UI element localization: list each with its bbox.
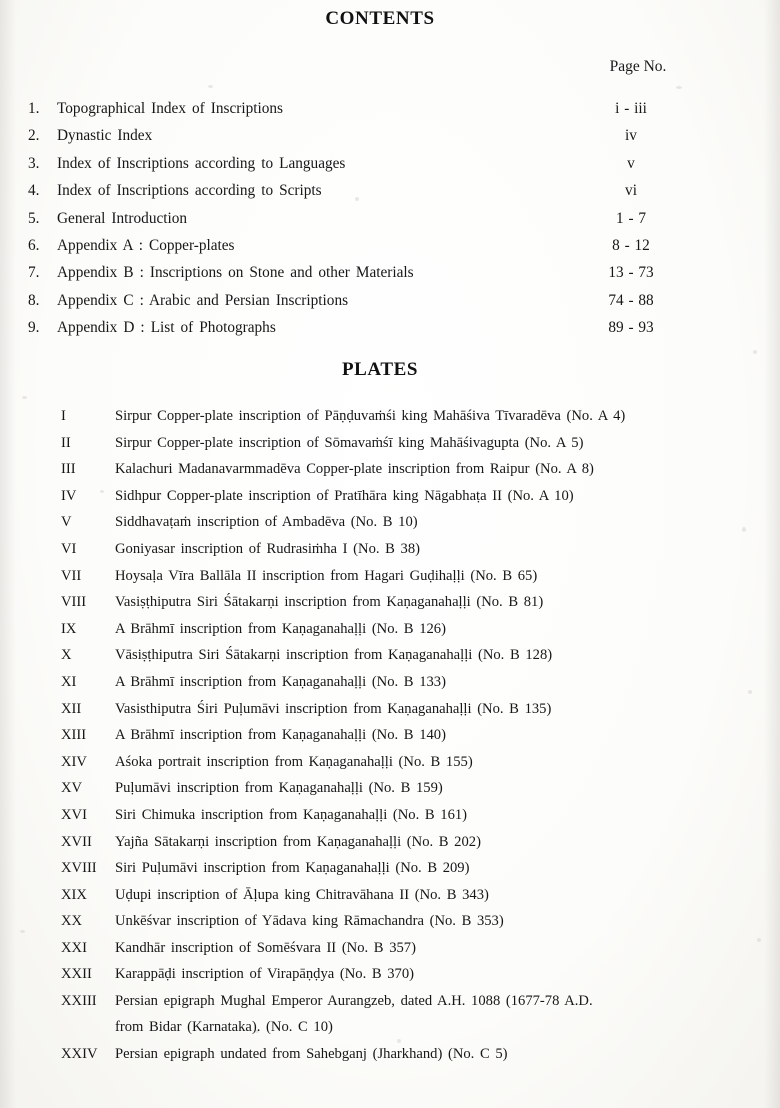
plate-description-wrap xyxy=(115,514,755,531)
contents-list xyxy=(0,100,760,347)
contents-item-page: 13 - 73 xyxy=(608,264,654,282)
plate-description-wrap xyxy=(115,1046,755,1063)
plate-description: Hoysaḷa Vīra Ballāla II inscription from Hagari Guḍihaḷḷi (No. B 65) xyxy=(115,567,538,584)
contents-item-number: 2. xyxy=(28,127,40,145)
plate-description-wrap xyxy=(115,834,755,851)
contents-row[interactable] xyxy=(0,292,760,319)
contents-item-page: 89 - 93 xyxy=(608,319,654,337)
contents-row[interactable] xyxy=(0,155,760,182)
plate-description-wrap xyxy=(115,674,755,691)
plate-description-wrap xyxy=(115,966,755,983)
contents-item-number: 9. xyxy=(28,319,40,337)
plate-row[interactable] xyxy=(0,461,780,488)
plate-description-wrap xyxy=(115,913,755,930)
plate-row[interactable] xyxy=(0,834,780,861)
plate-description: Siri Puḷumāvi inscription from Kaṇaganahaḷḷi (No. B 209) xyxy=(115,860,470,877)
plate-row[interactable] xyxy=(0,435,780,462)
plate-description-wrap xyxy=(115,993,755,1036)
contents-heading: CONTENTS xyxy=(325,8,435,29)
plate-number: XVI xyxy=(61,806,87,823)
plate-row[interactable] xyxy=(0,568,780,595)
plate-number: VII xyxy=(61,567,82,584)
plate-number: IX xyxy=(61,620,77,637)
plate-number: XIV xyxy=(61,753,87,770)
plate-description-wrap xyxy=(115,488,755,505)
contents-item-page: v xyxy=(627,154,635,172)
plate-description: Puḷumāvi inscription from Kaṇaganahaḷḷi (No. B 159) xyxy=(115,780,443,797)
plate-description: Sidhpur Copper-plate inscription of Pratīhāra king Nāgabhaṭa II (No. A 10) xyxy=(115,487,574,504)
contents-item-page: i - iii xyxy=(615,100,647,117)
contents-item-number: 1. xyxy=(28,100,40,117)
contents-row[interactable] xyxy=(0,100,760,127)
scan-speck xyxy=(22,396,27,399)
plate-row[interactable] xyxy=(0,514,780,541)
plate-row[interactable] xyxy=(0,701,780,728)
contents-item-label: Appendix A : Copper-plates xyxy=(57,236,235,254)
plate-description-wrap xyxy=(115,647,755,664)
plate-description-wrap xyxy=(115,940,755,957)
plate-description: Vasiṣṭhiputra Siri Śātakarṇi inscription from Kaṇaganahaḷḷi (No. B 81) xyxy=(115,594,544,611)
plate-row[interactable] xyxy=(0,408,780,435)
plate-description-wrap xyxy=(115,780,755,797)
contents-item-label: Appendix D : List of Photographs xyxy=(57,319,276,337)
plate-number: XI xyxy=(61,673,77,690)
plate-description: Sirpur Copper-plate inscription of Pāṇḍuvaṁśi king Mahāśiva Tīvaradēva (No. A 4) xyxy=(115,408,626,424)
plate-description: A Brāhmī inscription from Kaṇaganahaḷḷi (No. B 140) xyxy=(115,727,446,744)
contents-item-label: General Introduction xyxy=(57,209,188,227)
plate-description: Persian epigraph undated from Sahebganj (Jharkhand) (No. C 5) xyxy=(115,1046,508,1063)
plate-row[interactable] xyxy=(0,674,780,701)
plate-description-wrap xyxy=(115,461,755,478)
plate-row[interactable] xyxy=(0,807,780,834)
plate-description: Kalachuri Madanavarmmadēva Copper-plate inscription from Raipur (No. A 8) xyxy=(115,461,594,478)
plate-number: XXI xyxy=(61,939,87,956)
contents-row[interactable] xyxy=(0,319,760,346)
plate-description-wrap xyxy=(115,408,755,425)
plate-description-wrap xyxy=(115,435,755,452)
plate-description: Siri Chimuka inscription from Kaṇaganahaḷḷi (No. B 161) xyxy=(115,806,468,823)
contents-item-label: Topographical Index of Inscriptions xyxy=(57,100,283,117)
plate-description: Karappāḍi inscription of Virapāṇḍya (No. B 370) xyxy=(115,966,415,983)
scan-speck xyxy=(676,86,682,89)
plate-row[interactable] xyxy=(0,887,780,914)
plate-description-wrap xyxy=(115,887,755,904)
plate-number: XVIII xyxy=(61,860,97,877)
plate-description-wrap xyxy=(115,594,755,611)
page-number-column-header: Page No. xyxy=(609,58,667,75)
plate-row[interactable] xyxy=(0,541,780,568)
plate-description-wrap xyxy=(115,621,755,638)
contents-item-number: 6. xyxy=(28,236,40,254)
plate-number: II xyxy=(61,434,71,451)
plate-row[interactable] xyxy=(0,727,780,754)
plate-number: X xyxy=(61,647,72,664)
plate-description-wrap xyxy=(115,727,755,744)
scan-speck xyxy=(753,350,757,354)
plate-number: VI xyxy=(61,540,77,557)
plate-description: Persian epigraph Mughal Emperor Aurangzeb, dated A.H. 1088 (1677-78 A.D. xyxy=(115,993,593,1010)
plate-number: XX xyxy=(61,913,83,930)
plate-description-wrap xyxy=(115,860,755,877)
plate-number: XV xyxy=(61,780,83,797)
contents-item-page: vi xyxy=(625,182,637,200)
plate-description: Yajña Sātakarṇi inscription from Kaṇaganahaḷḷi (No. B 202) xyxy=(115,833,481,850)
plate-description-wrap xyxy=(115,541,755,558)
plate-row[interactable] xyxy=(0,594,780,621)
contents-item-number: 3. xyxy=(28,154,40,172)
plate-description: Aśoka portrait inscription from Kaṇaganahaḷḷi (No. B 155) xyxy=(115,753,473,770)
plate-description-wrap xyxy=(115,568,755,585)
plate-description: Goniyasar inscription of Rudrasiṁha I (No. B 38) xyxy=(115,540,421,557)
plate-row[interactable] xyxy=(0,488,780,515)
plate-description: A Brāhmī inscription from Kaṇaganahaḷḷi (No. B 126) xyxy=(115,620,446,637)
contents-row[interactable] xyxy=(0,127,760,154)
plate-number: XII xyxy=(61,700,82,717)
contents-item-label: Index of Inscriptions according to Languages xyxy=(57,154,346,172)
plate-row[interactable] xyxy=(0,647,780,674)
plate-row[interactable] xyxy=(0,780,780,807)
contents-item-page: 1 - 7 xyxy=(615,209,647,227)
contents-item-number: 8. xyxy=(28,291,40,309)
contents-item-page: 74 - 88 xyxy=(608,291,654,309)
plate-row[interactable] xyxy=(0,754,780,781)
plate-number: XVII xyxy=(61,833,92,850)
plate-row[interactable] xyxy=(0,860,780,887)
plates-list xyxy=(0,408,780,1073)
plate-description: Uḍupi inscription of Āḷupa king Chitravāhana II (No. B 343) xyxy=(115,886,489,903)
plate-row[interactable] xyxy=(0,940,780,967)
plate-description-wrap xyxy=(115,807,755,824)
plate-number: IV xyxy=(61,487,77,504)
plate-number: VIII xyxy=(61,594,87,611)
plate-description: Vasisthiputra Śiri Puḷumāvi inscription from Kaṇaganahaḷḷi (No. B 135) xyxy=(115,700,552,717)
plate-description: A Brāhmī inscription from Kaṇaganahaḷḷi (No. B 133) xyxy=(115,673,446,690)
contents-row[interactable] xyxy=(0,210,760,237)
plate-description-wrap xyxy=(115,754,755,771)
contents-item-label: Dynastic Index xyxy=(57,127,153,145)
contents-item-number: 7. xyxy=(28,264,40,282)
plate-number: XIII xyxy=(61,727,87,744)
plate-number: I xyxy=(61,408,66,424)
plate-description: Sirpur Copper-plate inscription of Sōmavaṁśī king Mahāśivagupta (No. A 5) xyxy=(115,434,584,451)
plate-number: XXIV xyxy=(61,1046,98,1063)
plate-description: Vāsiṣṭhiputra Siri Śātakarṇi inscription from Kaṇaganahaḷḷi (No. B 128) xyxy=(115,647,553,664)
plates-heading: PLATES xyxy=(341,359,419,380)
plate-row[interactable] xyxy=(0,621,780,648)
contents-row[interactable] xyxy=(0,264,760,291)
plate-number: XIX xyxy=(61,886,87,903)
plate-description-wrap xyxy=(115,701,755,718)
contents-item-label: Appendix C : Arabic and Persian Inscriptions xyxy=(57,291,349,309)
contents-item-page: iv xyxy=(625,127,637,145)
scan-speck xyxy=(208,85,213,88)
plate-number: XXII xyxy=(61,966,92,983)
plate-description: Unkēśvar inscription of Yādava king Rāmachandra (No. B 353) xyxy=(115,913,504,930)
plate-number: V xyxy=(61,514,72,531)
plate-description-continuation: from Bidar (Karnataka). (No. C 10) xyxy=(115,1018,333,1035)
plate-number: III xyxy=(61,461,76,478)
contents-row[interactable] xyxy=(0,182,760,209)
plate-row[interactable] xyxy=(0,913,780,940)
contents-item-page: 8 - 12 xyxy=(612,236,650,254)
plate-row[interactable] xyxy=(0,993,780,1046)
contents-item-label: Appendix B : Inscriptions on Stone and other Materials xyxy=(57,264,414,282)
plate-row[interactable] xyxy=(0,1046,780,1073)
contents-row[interactable] xyxy=(0,237,760,264)
plate-description: Kandhār inscription of Somēśvara II (No. B 357) xyxy=(115,939,416,956)
plate-row[interactable] xyxy=(0,966,780,993)
contents-item-number: 5. xyxy=(28,209,40,227)
contents-item-number: 4. xyxy=(28,182,40,200)
contents-item-label: Index of Inscriptions according to Scripts xyxy=(57,182,322,200)
plate-description: Siddhavaṭaṁ inscription of Ambadēva (No. B 10) xyxy=(115,514,418,531)
plate-number: XXIII xyxy=(61,993,97,1010)
